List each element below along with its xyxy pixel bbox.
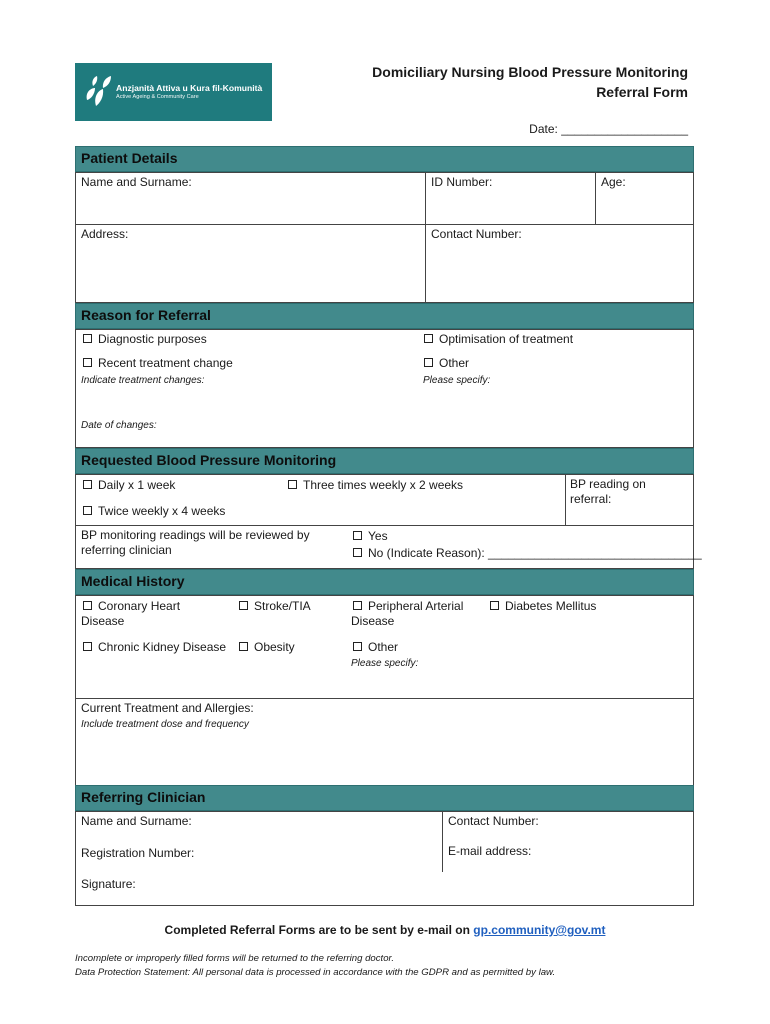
- checkbox-label: Obesity: [254, 640, 295, 654]
- checkbox-diagnostic[interactable]: [83, 332, 207, 347]
- checkbox-label: Yes: [368, 529, 388, 543]
- logo-title: Anzjanità Attiva u Kura fil-Komunità: [116, 82, 263, 93]
- patient-id-field[interactable]: ID Number:: [431, 175, 493, 189]
- instruction-text: Completed Referral Forms are to be sent by e-mail on: [164, 923, 474, 937]
- leaf-logo-icon: [81, 72, 115, 112]
- monitoring-heading: Requested Blood Pressure Monitoring: [75, 448, 694, 474]
- submission-instruction: [0, 923, 770, 937]
- checkbox-label: Chronic Kidney Disease: [98, 640, 227, 654]
- clinician-email-field[interactable]: E-mail address:: [448, 844, 532, 858]
- checkbox-icon[interactable]: [83, 334, 92, 343]
- checkbox-icon[interactable]: [83, 601, 92, 610]
- treatment-changes-field[interactable]: Indicate treatment changes:: [81, 375, 205, 386]
- patient-name-field[interactable]: Name and Surname:: [81, 175, 192, 189]
- signature-field[interactable]: Signature:: [81, 877, 136, 891]
- checkbox-icon[interactable]: [424, 334, 433, 343]
- checkbox-icon[interactable]: [83, 358, 92, 367]
- treatment-hint: Include treatment dose and frequency: [81, 719, 249, 730]
- checkbox-yes[interactable]: [353, 529, 388, 544]
- checkbox-obesity[interactable]: [239, 640, 295, 655]
- form-title-line1: Domiciliary Nursing Blood Pressure Monitoring: [372, 64, 688, 80]
- checkbox-icon[interactable]: [83, 506, 92, 515]
- checkbox-icon[interactable]: [353, 642, 362, 651]
- checkbox-other-history[interactable]: [353, 640, 398, 655]
- checkbox-icon[interactable]: [424, 358, 433, 367]
- registration-number-field[interactable]: Registration Number:: [81, 846, 195, 860]
- clinician-name-field[interactable]: Name and Surname:: [81, 814, 192, 828]
- checkbox-icon[interactable]: [239, 601, 248, 610]
- other-reason-field[interactable]: Please specify:: [423, 375, 491, 386]
- checkbox-icon[interactable]: [239, 642, 248, 651]
- treatment-allergies-field[interactable]: Current Treatment and Allergies:: [81, 701, 254, 715]
- patient-address-field[interactable]: Address:: [81, 227, 129, 241]
- checkbox-icon[interactable]: [353, 548, 362, 557]
- clinician-heading: Referring Clinician: [75, 785, 694, 811]
- checkbox-label: Twice weekly x 4 weeks: [98, 504, 226, 518]
- review-line-2: referring clinician: [81, 543, 172, 557]
- medical-history-heading: Medical History: [75, 569, 694, 595]
- email-link[interactable]: gp.community@gov.mt: [473, 923, 606, 937]
- other-history-field[interactable]: Please specify:: [351, 658, 419, 669]
- checkbox-label: No (Indicate Reason): ________________________________: [368, 546, 702, 560]
- checkbox-peripheral[interactable]: [353, 599, 463, 629]
- divider: [75, 698, 694, 699]
- patient-details-heading: Patient Details: [75, 146, 694, 172]
- checkbox-kidney[interactable]: [83, 640, 226, 655]
- clinician-contact-field[interactable]: Contact Number:: [448, 814, 539, 828]
- data-protection-note: Data Protection Statement: All personal data is processed in accordance with the GDPR and as permitted by law.: [75, 967, 556, 978]
- checkbox-label: Diabetes Mellitus: [505, 599, 597, 613]
- checkbox-label: Other: [439, 356, 470, 370]
- logo-subtitle: Active Ageing & Community Care: [116, 93, 199, 100]
- checkbox-recent-change[interactable]: [83, 356, 233, 371]
- checkbox-other-reason[interactable]: [424, 356, 469, 371]
- checkbox-twice[interactable]: [83, 504, 225, 519]
- checkbox-three-times[interactable]: [288, 478, 463, 493]
- date-field[interactable]: Date: ___________________: [529, 122, 688, 136]
- checkbox-coronary[interactable]: [83, 599, 180, 629]
- checkbox-diabetes[interactable]: [490, 599, 596, 614]
- checkbox-label: Diagnostic purposes: [98, 332, 207, 346]
- patient-age-field[interactable]: Age:: [601, 175, 626, 189]
- patient-contact-field[interactable]: Contact Number:: [431, 227, 522, 241]
- checkbox-icon[interactable]: [353, 531, 362, 540]
- review-line-1: BP monitoring readings will be reviewed by: [81, 528, 310, 542]
- checkbox-no[interactable]: [353, 546, 702, 561]
- patient-details-box: [75, 172, 694, 303]
- checkbox-label: Peripheral Arterial: [368, 599, 464, 613]
- divider: [75, 224, 694, 225]
- divider: [425, 172, 426, 303]
- checkbox-label: Other: [368, 640, 399, 654]
- checkbox-label: Recent treatment change: [98, 356, 233, 370]
- divider: [565, 474, 566, 526]
- form-title: [372, 62, 688, 102]
- checkbox-icon[interactable]: [83, 642, 92, 651]
- checkbox-label: Coronary Heart: [98, 599, 181, 613]
- divider: [442, 811, 443, 872]
- checkbox-label: Stroke/TIA: [254, 599, 311, 613]
- checkbox-optimisation[interactable]: [424, 332, 573, 347]
- divider: [595, 172, 596, 225]
- form-title-line2: Referral Form: [596, 84, 688, 100]
- checkbox-label-cont: Disease: [351, 614, 395, 628]
- bp-reading-label-1: BP reading on: [570, 477, 646, 491]
- logo: [75, 63, 272, 121]
- checkbox-stroke[interactable]: [239, 599, 311, 614]
- checkbox-label-cont: Disease: [81, 614, 125, 628]
- checkbox-icon[interactable]: [353, 601, 362, 610]
- review-statement: [81, 528, 310, 558]
- bp-reading-field[interactable]: [570, 477, 646, 507]
- divider: [75, 525, 694, 526]
- reason-heading: Reason for Referral: [75, 303, 694, 329]
- bp-reading-label-2: referral:: [570, 492, 612, 506]
- checkbox-icon[interactable]: [288, 480, 297, 489]
- checkbox-label: Optimisation of treatment: [439, 332, 574, 346]
- incomplete-forms-note: Incomplete or improperly filled forms will be returned to the referring doctor.: [75, 953, 395, 964]
- checkbox-label: Three times weekly x 2 weeks: [303, 478, 464, 492]
- date-of-changes-field[interactable]: Date of changes:: [81, 420, 157, 431]
- checkbox-icon[interactable]: [83, 480, 92, 489]
- checkbox-label: Daily x 1 week: [98, 478, 176, 492]
- checkbox-icon[interactable]: [490, 601, 499, 610]
- checkbox-daily[interactable]: [83, 478, 175, 493]
